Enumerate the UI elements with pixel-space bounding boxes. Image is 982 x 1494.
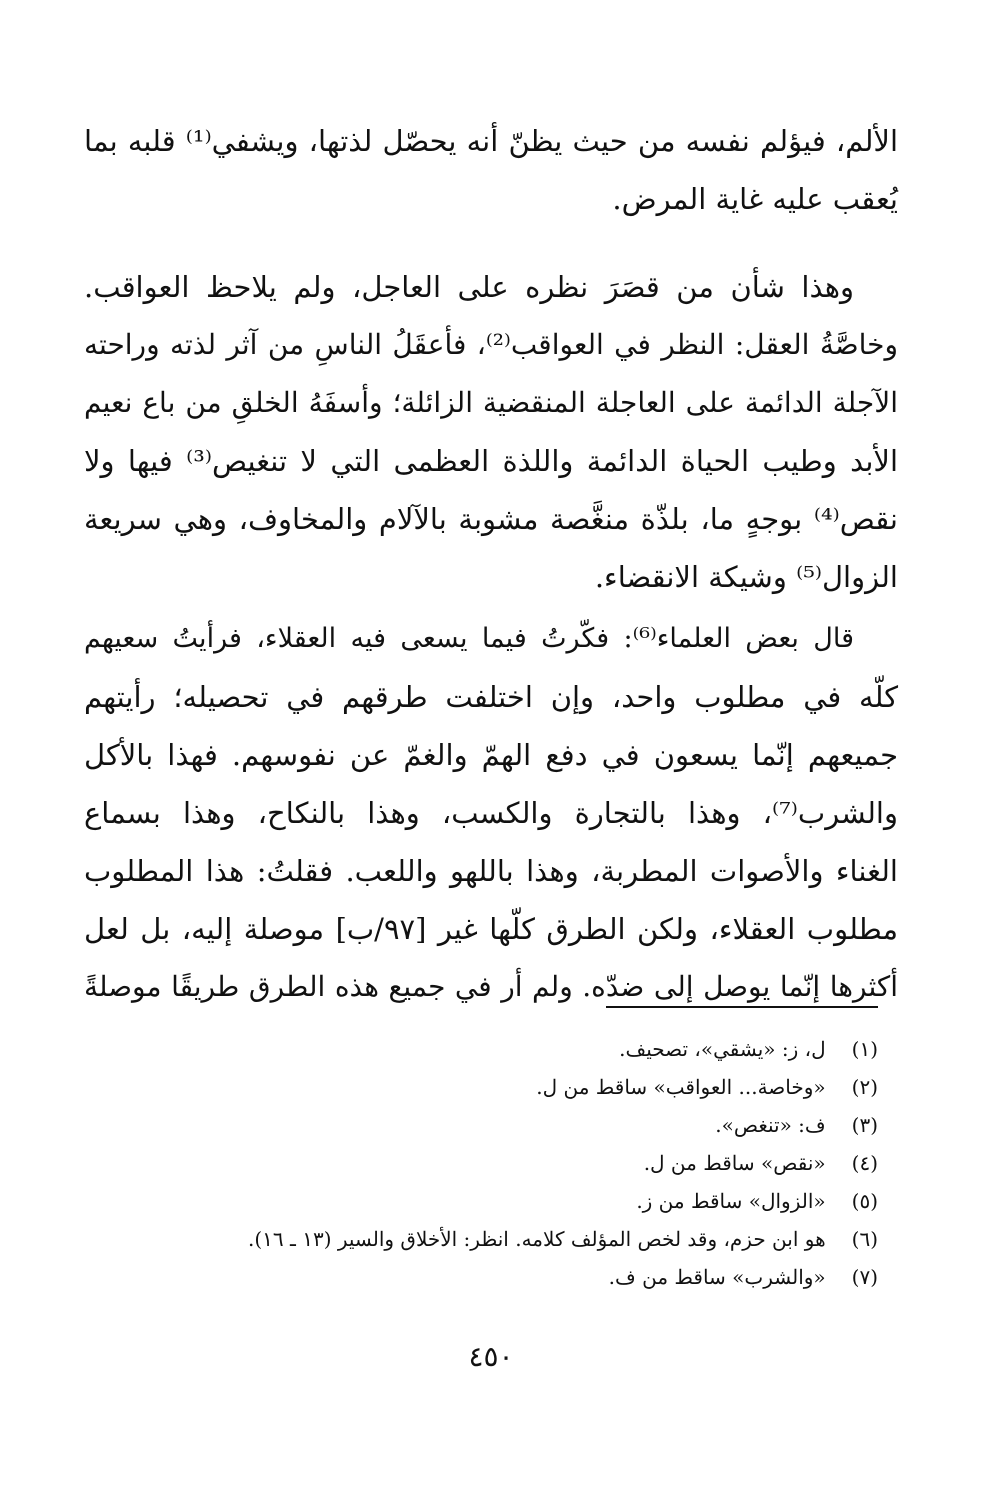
text-line: الغناء والأصوات المطربة، وهذا باللهو واللعب. فقلتُ: هذا المطلوب (84, 854, 898, 888)
footnote-text: ف: «تنغص». (715, 1113, 826, 1137)
text-line: والشرب⁽⁷⁾، وهذا بالتجارة والكسب، وهذا بالنكاح، وهذا بسماع (84, 796, 898, 830)
footnote-item (78, 1220, 878, 1258)
footnote-number: (١) (851, 1037, 878, 1061)
footnote-number: (٣) (851, 1113, 878, 1137)
footnotes-list (78, 1030, 878, 1296)
text-line: جميعهم إنّما يسعون في دفع الهمّ والغمّ عن نفوسهم. فهذا بالأكل (84, 738, 898, 772)
footnote-item (78, 1030, 878, 1068)
text-line: الأبد وطيب الحياة الدائمة واللذة العظمى التي لا تنغيص⁽³⁾ فيها ولا (84, 444, 898, 478)
footnote-item (78, 1144, 878, 1182)
text-line: أكثرها إنّما يوصل إلى ضدّه. ولم أر في جميع هذه الطرق طريقًا موصلةً (84, 970, 898, 1003)
text-line: مطلوب العقلاء، ولكن الطرق كلّها غير [٩٧/ب] موصلة إليه، بل لعل (84, 912, 899, 946)
footnote-item (78, 1182, 878, 1220)
text-line: الألم، فيؤلم نفسه من حيث يظنّ أنه يحصّل لذتها، ويشفي⁽¹⁾ قلبه بما (84, 124, 899, 158)
text-line: كلّه في مطلوب واحد، وإن اختلفت طرقهم في تحصيله؛ رأيتهم (84, 680, 898, 714)
footnote-divider (606, 1006, 878, 1008)
paragraph-2 (84, 258, 898, 606)
footnote-text: «وخاصة... العواقب» ساقط من ل. (536, 1075, 826, 1099)
footnote-text: «والشرب» ساقط من ف. (608, 1265, 826, 1289)
footnote-text: «نقص» ساقط من ل. (643, 1151, 826, 1175)
footnote-item (78, 1106, 878, 1144)
text-line: الزوال⁽⁵⁾ وشيكة الانقضاء. (594, 560, 898, 594)
footnote-number: (٢) (851, 1075, 878, 1099)
paragraph-1 (84, 112, 898, 228)
footnote-item (78, 1258, 878, 1296)
paragraph-3 (84, 610, 898, 1016)
footnote-number: (٦) (851, 1227, 878, 1251)
footnote-number: (٥) (851, 1189, 878, 1213)
text-line: وخاصَّةُ العقل: النظر في العواقب⁽²⁾، فأعقَلُ الناسِ من آثر لذته وراحته (84, 328, 898, 361)
text-line: الآجلة الدائمة على العاجلة المنقضية الزائلة؛ وأسفَهُ الخلقِ من باع نعيم (84, 386, 898, 419)
footnote-text: «الزوال» ساقط من ز. (636, 1189, 826, 1213)
text-line: يُعقب عليه غاية المرض. (612, 182, 898, 216)
footnote-text: هو ابن حزم، وقد لخص المؤلف كلامه. انظر: الأخلاق والسير (١٣ ـ ١٦). (247, 1227, 826, 1251)
footnote-number: (٧) (851, 1265, 878, 1289)
footnote-number: (٤) (851, 1151, 878, 1175)
page-number: ٤٥٠ (468, 1340, 514, 1373)
text-line: وهذا شأن من قصَرَ نظره على العاجل، ولم يلاحظ العواقب. (84, 270, 854, 304)
footnote-item (78, 1068, 878, 1106)
text-line: قال بعض العلماء⁽⁶⁾: فكّرتُ فيما يسعى فيه العقلاء، فرأيتُ سعيهم (84, 623, 854, 654)
text-line: نقص⁽⁴⁾ بوجهٍ ما، بلذّة منغَّصة مشوبة بالآلام والمخاوف، وهي سريعة (84, 502, 898, 536)
footnote-text: ل، ز: «يشقي»، تصحيف. (619, 1037, 826, 1061)
